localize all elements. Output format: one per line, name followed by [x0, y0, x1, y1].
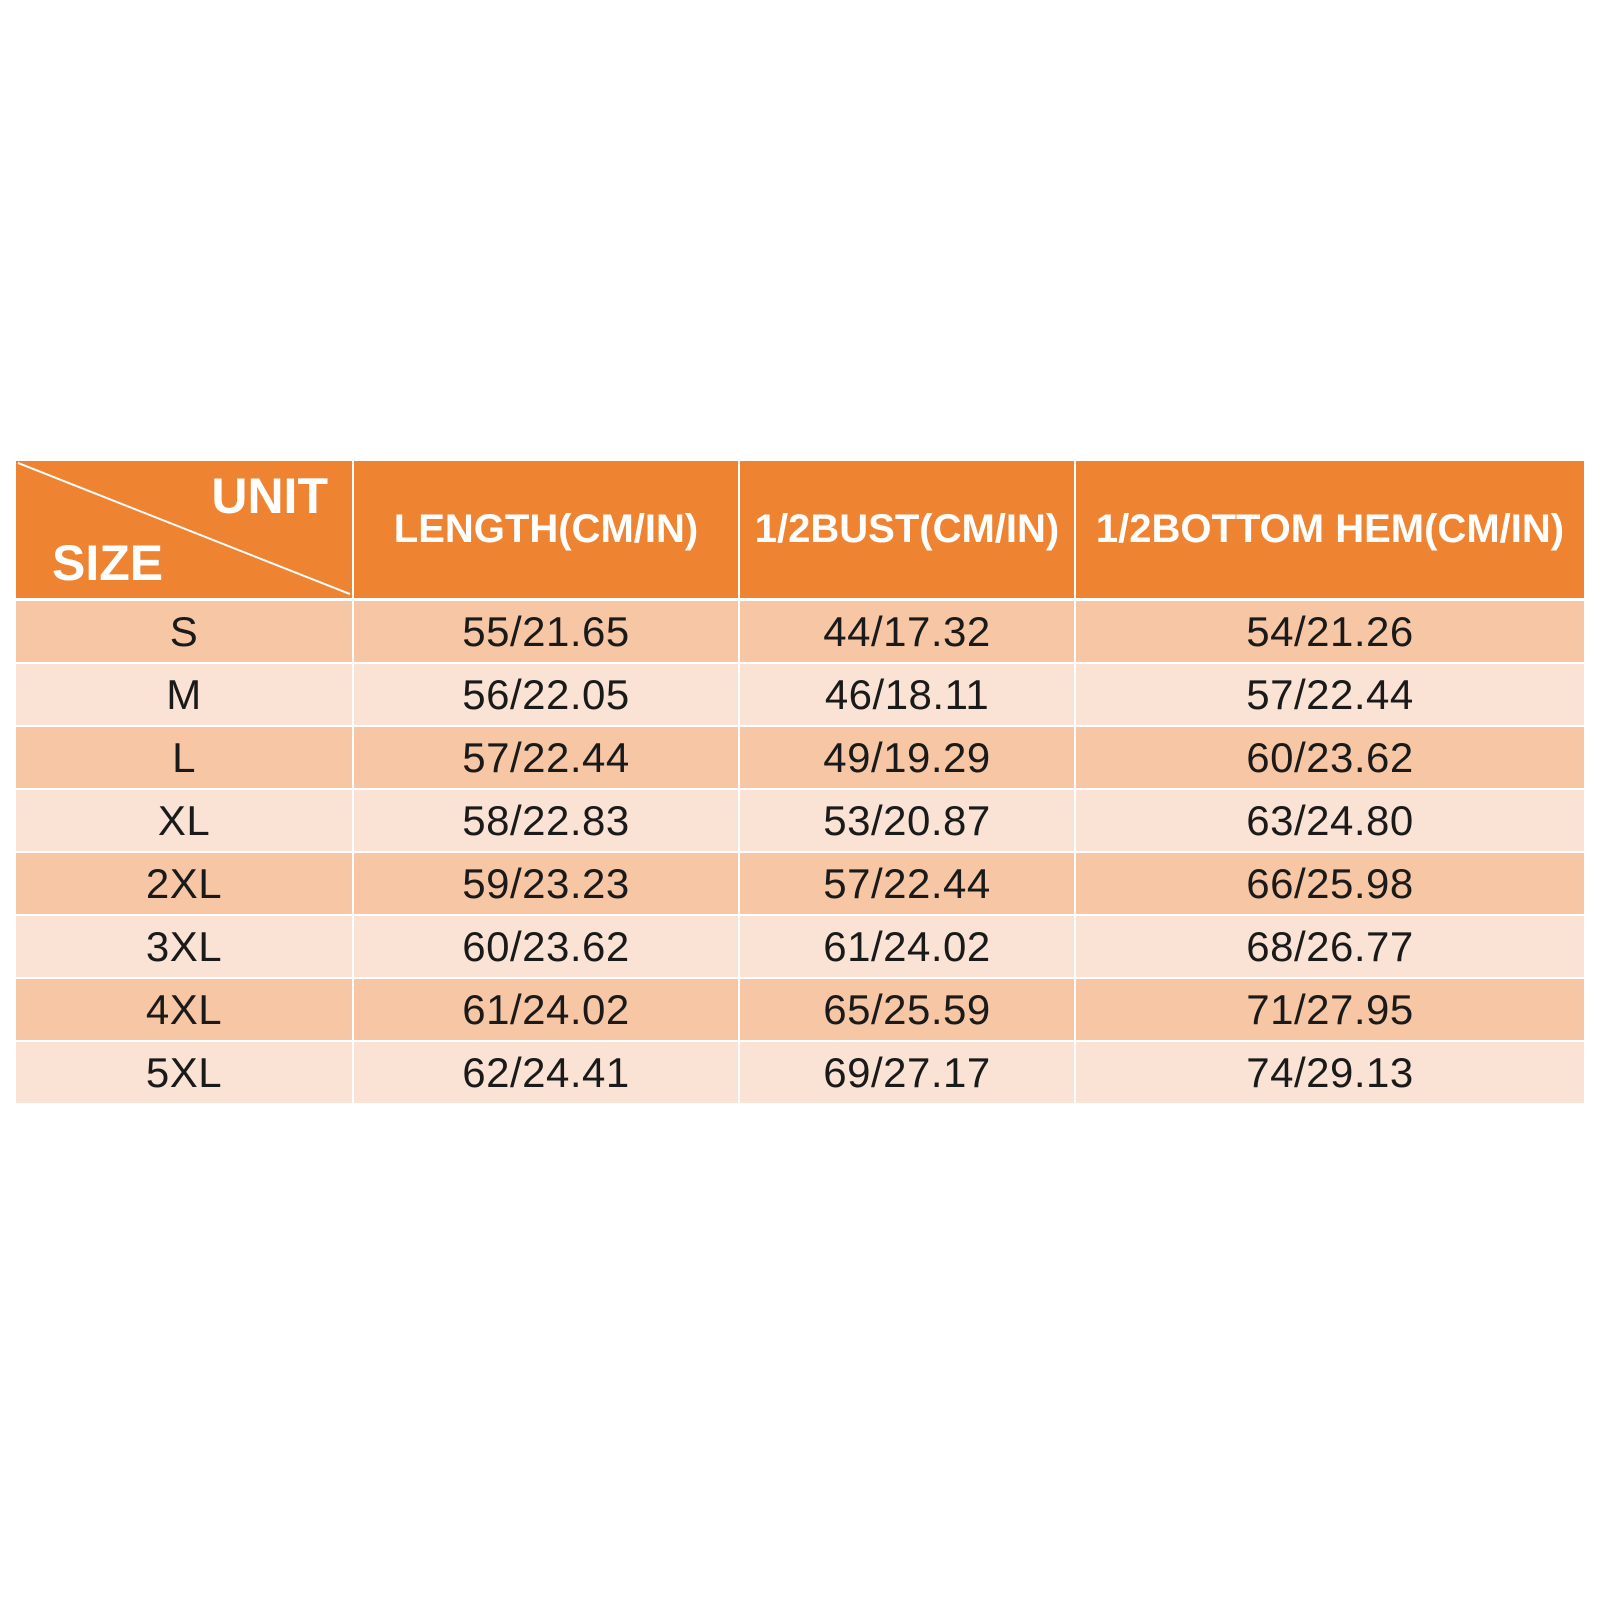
measurement-cell-length: 59/23.23 [354, 853, 740, 916]
measurement-cell-half-bust: 53/20.87 [740, 790, 1076, 853]
measurement-cell-half-bust: 44/17.32 [740, 601, 1076, 664]
size-cell: M [16, 664, 354, 727]
measurement-cell-half-bust: 46/18.11 [740, 664, 1076, 727]
measurement-cell-half-bottom-hem: 66/25.98 [1076, 853, 1584, 916]
size-chart-table [16, 461, 1584, 1105]
measurement-cell-half-bottom-hem: 68/26.77 [1076, 916, 1584, 979]
measurement-cell-half-bust: 57/22.44 [740, 853, 1076, 916]
size-cell: XL [16, 790, 354, 853]
measurement-cell-half-bottom-hem: 71/27.95 [1076, 979, 1584, 1042]
corner-header-cell [16, 461, 354, 601]
measurement-cell-length: 61/24.02 [354, 979, 740, 1042]
measurement-cell-half-bottom-hem: 74/29.13 [1076, 1042, 1584, 1105]
measurement-cell-length: 58/22.83 [354, 790, 740, 853]
measurement-cell-half-bust: 61/24.02 [740, 916, 1076, 979]
size-cell: 4XL [16, 979, 354, 1042]
size-cell: 3XL [16, 916, 354, 979]
measurement-cell-half-bottom-hem: 60/23.62 [1076, 727, 1584, 790]
size-cell: 2XL [16, 853, 354, 916]
measurement-cell-length: 60/23.62 [354, 916, 740, 979]
measurement-cell-half-bottom-hem: 63/24.80 [1076, 790, 1584, 853]
measurement-cell-half-bust: 65/25.59 [740, 979, 1076, 1042]
measurement-cell-half-bottom-hem: 57/22.44 [1076, 664, 1584, 727]
measurement-cell-half-bust: 49/19.29 [740, 727, 1076, 790]
measurement-cell-half-bottom-hem: 54/21.26 [1076, 601, 1584, 664]
measurement-cell-length: 56/22.05 [354, 664, 740, 727]
measurement-cell-length: 62/24.41 [354, 1042, 740, 1105]
column-header-half-bottom-hem: 1/2BOTTOM HEM(CM/IN) [1076, 461, 1584, 601]
column-header-half-bust: 1/2BUST(CM/IN) [740, 461, 1076, 601]
corner-unit-label: UNIT [211, 468, 328, 524]
corner-size-label: SIZE [52, 535, 164, 591]
measurement-cell-length: 57/22.44 [354, 727, 740, 790]
size-cell: L [16, 727, 354, 790]
size-cell: 5XL [16, 1042, 354, 1105]
measurement-cell-half-bust: 69/27.17 [740, 1042, 1076, 1105]
size-cell: S [16, 601, 354, 664]
column-header-length: LENGTH(CM/IN) [354, 461, 740, 601]
measurement-cell-length: 55/21.65 [354, 601, 740, 664]
